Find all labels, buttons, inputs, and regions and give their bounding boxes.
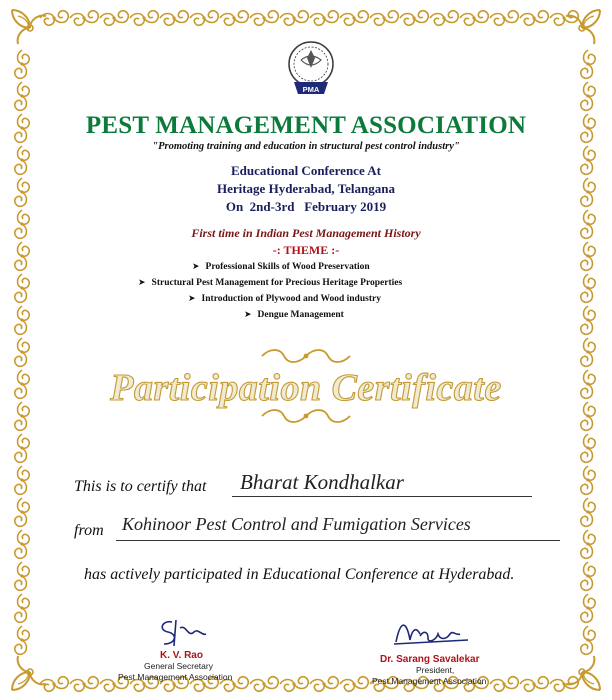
participant-name: Bharat Kondhalkar (240, 470, 404, 494)
signatory-role: General Secretary (144, 661, 213, 671)
signatory-name: K. V. Rao (160, 650, 203, 661)
conference-line-2: Heritage Hyderabad, Telangana (216, 181, 396, 196)
signatory-role: President, (416, 665, 455, 675)
name-underline (232, 496, 532, 497)
conference-dates: On 2nd-3rd February 2019 (225, 199, 387, 214)
theme-item: ➤ Structural Pest Management for Precious Heritage Properties (138, 278, 403, 288)
arrow-bullet-icon: ➤ (192, 262, 200, 272)
pma-logo (286, 38, 336, 104)
signatory-org: Pest Management Association (118, 672, 233, 682)
certify-prefix: This is to certify that (74, 478, 207, 495)
arrow-bullet-icon: ➤ (244, 310, 252, 320)
theme-item: ➤ Introduction of Plywood and Wood industry (188, 294, 381, 304)
history-note: First time in Indian Pest Management History (191, 226, 421, 240)
logo-text: PMA (302, 85, 320, 94)
from-prefix: from (74, 522, 104, 539)
company-underline (116, 540, 560, 541)
signatory-org: Pest Management Association (372, 676, 487, 686)
certificate-title: Participation Certificate (110, 367, 502, 409)
tagline: "Promoting training and education in structural pest control industry" (152, 141, 460, 152)
arrow-bullet-icon: ➤ (138, 278, 146, 288)
company-name: Kohinoor Pest Control and Fumigation Services (122, 514, 471, 534)
signature-sarang-savalekar (390, 614, 480, 648)
arrow-bullet-icon: ➤ (188, 294, 196, 304)
theme-item: ➤ Dengue Management (244, 310, 344, 320)
signature-kv-rao (154, 616, 214, 650)
theme-label: -: THEME :- (272, 243, 340, 257)
organization-title: PEST MANAGEMENT ASSOCIATION (85, 112, 527, 139)
participation-statement: has actively participated in Educational Conference at Hyderabad. (84, 566, 515, 583)
theme-item: ➤ Professional Skills of Wood Preservation (192, 262, 370, 272)
conference-line-1: Educational Conference At (231, 163, 381, 178)
signatory-name: Dr. Sarang Savalekar (380, 654, 480, 665)
